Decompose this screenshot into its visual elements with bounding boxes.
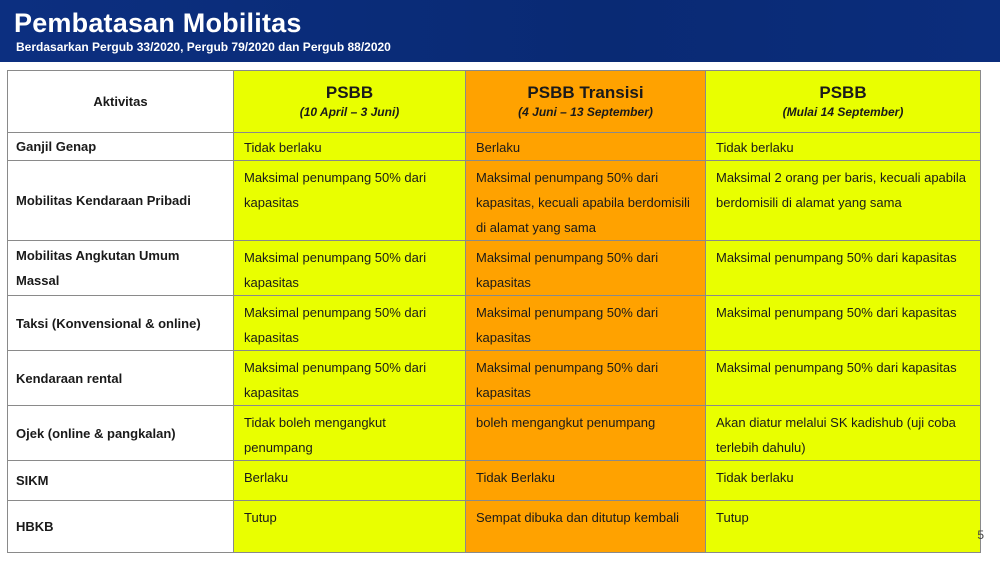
table-row (8, 406, 981, 461)
mobility-table (7, 70, 981, 553)
table-cell: Maksimal penumpang 50% dari kapasitas (466, 351, 706, 406)
table-cell: Maksimal penumpang 50% dari kapasitas (234, 161, 466, 241)
table-cell: Maksimal penumpang 50% dari kapasitas, kecuali apabila berdomisili di alamat yang sama (466, 161, 706, 241)
table-cell: Maksimal penumpang 50% dari kapasitas (234, 241, 466, 296)
table-cell: Tidak Berlaku (466, 461, 706, 501)
activity-label: Ojek (online & pangkalan) (8, 406, 234, 461)
table-cell: boleh mengangkut penumpang (466, 406, 706, 461)
table-cell: Tutup (706, 501, 981, 553)
table-row (8, 241, 981, 296)
column-name: PSBB (325, 82, 374, 102)
table-cell: Tidak berlaku (706, 133, 981, 161)
table-row (8, 296, 981, 351)
column-name: PSBB (819, 82, 867, 102)
column-name: PSBB Transisi (527, 82, 644, 102)
table-cell: Berlaku (466, 133, 706, 161)
table-row (8, 161, 981, 241)
column-period: (Mulai 14 September) (782, 104, 904, 119)
activity-label: Mobilitas Kendaraan Pribadi (8, 161, 234, 241)
activity-column-header: Aktivitas (8, 71, 234, 133)
column-header-psbb (234, 71, 466, 133)
activity-label: Ganjil Genap (8, 133, 234, 161)
table-cell: Maksimal penumpang 50% dari kapasitas (706, 296, 981, 351)
table-cell: Tidak berlaku (706, 461, 981, 501)
table-cell: Maksimal penumpang 50% dari kapasitas (706, 241, 981, 296)
column-period: (10 April – 3 Juni) (299, 104, 400, 119)
table-row (8, 133, 981, 161)
table-cell: Maksimal penumpang 50% dari kapasitas (466, 296, 706, 351)
table-cell: Tutup (234, 501, 466, 553)
table-cell: Maksimal penumpang 50% dari kapasitas (234, 351, 466, 406)
column-period: (4 Juni – 13 September) (518, 104, 653, 119)
table-row (8, 351, 981, 406)
activity-label: Mobilitas Angkutan Umum Massal (8, 241, 234, 296)
activity-label: HBKB (8, 501, 234, 553)
column-header-psbb-september (706, 71, 981, 133)
table-cell: Sempat dibuka dan ditutup kembali (466, 501, 706, 553)
table-cell: Maksimal 2 orang per baris, kecuali apabila berdomisili di alamat yang sama (706, 161, 981, 241)
table-cell: Akan diatur melalui SK kadishub (uji coba terlebih dahulu) (706, 406, 981, 461)
table-row (8, 461, 981, 501)
page-number: 5 (977, 528, 984, 542)
table-cell: Maksimal penumpang 50% dari kapasitas (706, 351, 981, 406)
activity-label: SIKM (8, 461, 234, 501)
table-cell: Maksimal penumpang 50% dari kapasitas (234, 296, 466, 351)
table-cell: Tidak berlaku (234, 133, 466, 161)
table-cell: Berlaku (234, 461, 466, 501)
activity-label: Kendaraan rental (8, 351, 234, 406)
header-bar (0, 0, 1000, 62)
table-cell: Tidak boleh mengangkut penumpang (234, 406, 466, 461)
activity-label: Taksi (Konvensional & online) (8, 296, 234, 351)
column-header-psbb-transisi (466, 71, 706, 133)
page-title: Pembatasan Mobilitas (14, 8, 302, 38)
page-subtitle: Berdasarkan Pergub 33/2020, Pergub 79/2020 dan Pergub 88/2020 (16, 40, 391, 54)
table-header-row (8, 71, 981, 133)
table-cell: Maksimal penumpang 50% dari kapasitas (466, 241, 706, 296)
table-row (8, 501, 981, 553)
